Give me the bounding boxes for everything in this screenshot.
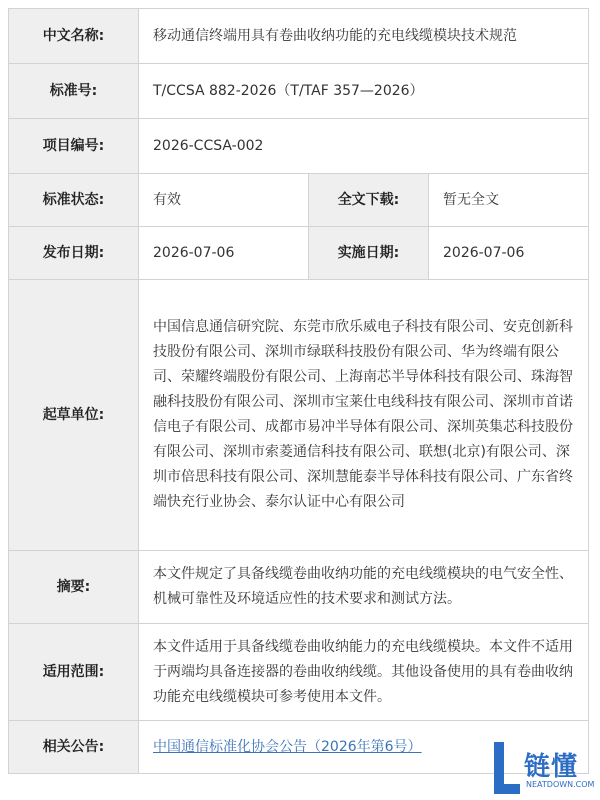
standard-info-table [8,8,589,774]
publish-date-label: 发布日期: [9,227,139,280]
notice-label: 相关公告: [9,721,139,774]
scope-label: 适用范围: [9,624,139,721]
row-status [9,174,589,227]
status-label: 标准状态: [9,174,139,227]
abstract-value: 本文件规定了具备线缆卷曲收纳功能的充电线缆模块的电气安全性、机械可靠性及环境适应性的技术要求和测试方法。 [139,551,589,624]
logo-l-icon [488,740,522,796]
standard-number-value: T/CCSA 882-2026（T/TAF 357—2026） [139,64,589,119]
row-project-number [9,119,589,174]
download-label: 全文下载: [309,174,429,227]
notice-link[interactable]: 中国通信标准化协会公告（2026年第6号） [153,738,422,755]
drafters-label: 起草单位: [9,280,139,551]
chinese-name-value: 移动通信终端用具有卷曲收纳功能的充电线缆模块技术规范 [139,9,589,64]
publish-date-value: 2026-07-06 [139,227,309,280]
chinese-name-label: 中文名称: [9,9,139,64]
drafters-value: 中国信息通信研究院、东莞市欣乐威电子科技有限公司、安克创新科技股份有限公司、深圳市绿联科技股份有限公司、华为终端有限公司、荣耀终端股份有限公司、上海南芯半导体科技有限公司、珠海智融科技股份有限公司、深圳市宝莱仕电线科技有限公司、深圳市首诺信电子有限公司、成都市易冲半导体有限公司、深圳英集芯科技股份有限公司、深圳市索菱通信科技有限公司、联想(北京)有限公司、深圳市倍思科技有限公司、深圳慧能泰半导体科技有限公司、广东省终端快充行业协会、泰尔认证中心有限公司 [139,280,589,551]
watermark-logo [488,738,596,798]
watermark-brand: 链懂 [524,752,579,782]
row-drafters [9,280,589,551]
row-chinese-name [9,9,589,64]
row-abstract [9,551,589,624]
scope-value: 本文件适用于具备线缆卷曲收纳能力的充电线缆模块。本文件不适用于两端均具备连接器的卷曲收纳线缆。其他设备使用的具有卷曲收纳功能充电线缆模块可参考使用本文件。 [139,624,589,721]
row-dates [9,227,589,280]
project-number-value: 2026-CCSA-002 [139,119,589,174]
watermark-site: NEATDOWN.COM [526,780,595,789]
abstract-label: 摘要: [9,551,139,624]
implement-date-value: 2026-07-06 [429,227,589,280]
status-value: 有效 [139,174,309,227]
row-scope [9,624,589,721]
standard-number-label: 标准号: [9,64,139,119]
implement-date-label: 实施日期: [309,227,429,280]
row-standard-number [9,64,589,119]
project-number-label: 项目编号: [9,119,139,174]
download-value: 暂无全文 [429,174,589,227]
